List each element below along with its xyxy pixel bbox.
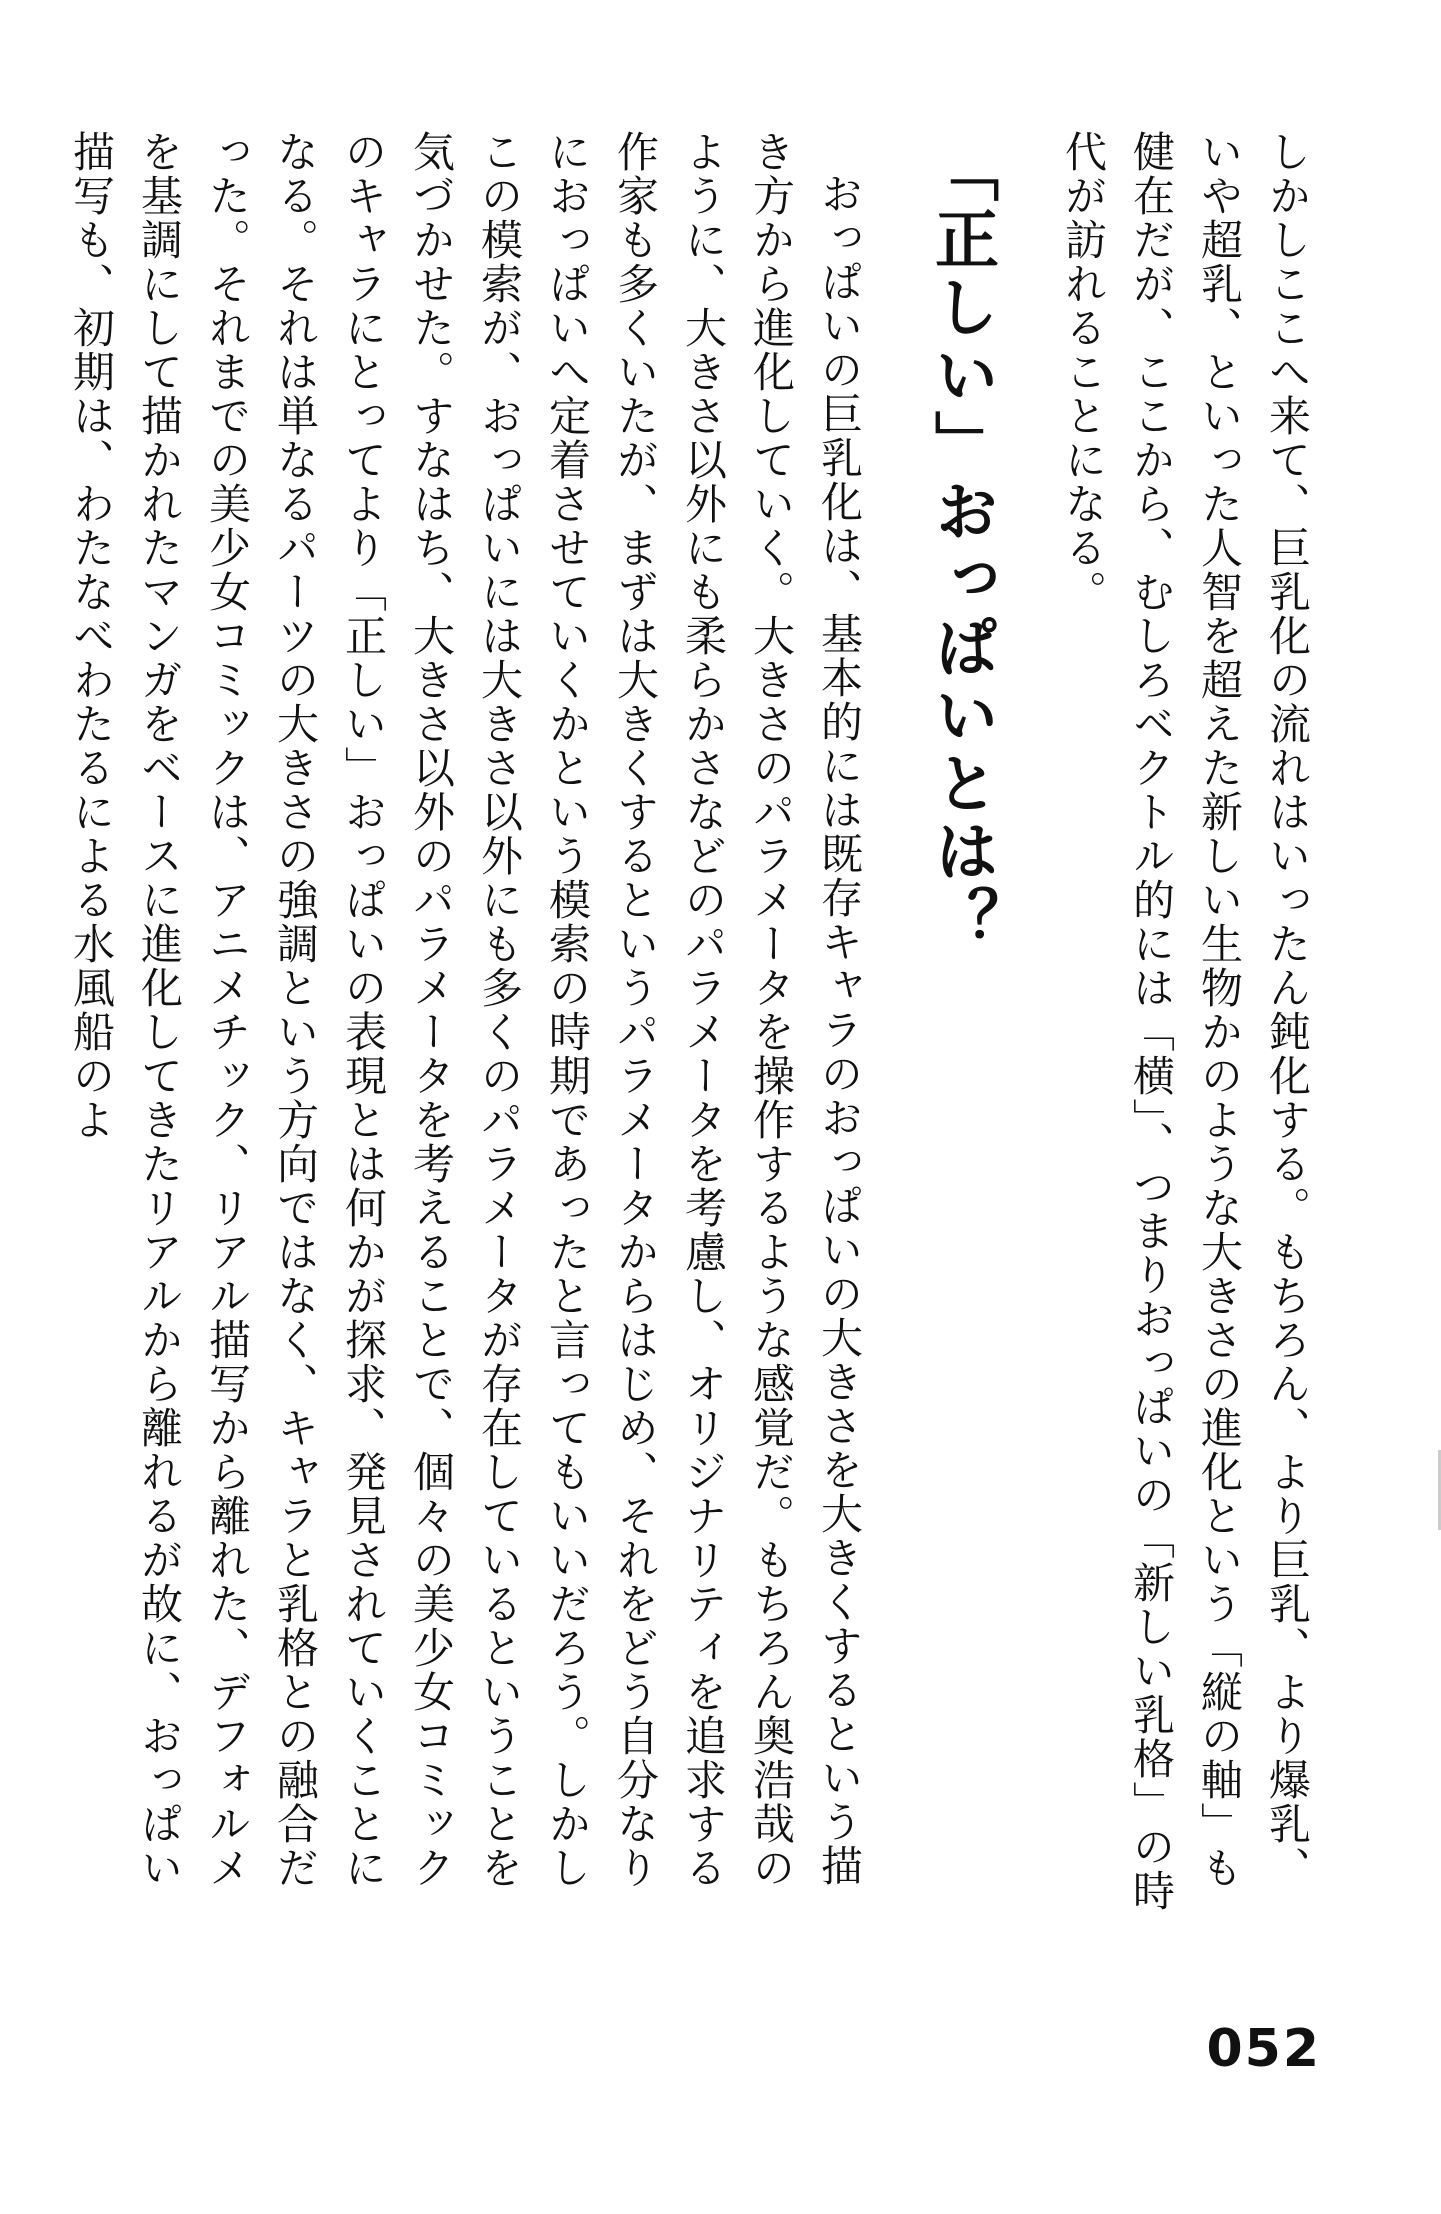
vertical-text-body bbox=[57, 130, 1321, 1930]
section-paragraph: おっぱいの巨乳化は、基本的には既存キャラのおっぱいの大きさを大きくするという描き方から進化していく。大きさのパラメータを操作するような感覚だ。もちろん奥浩哉のように、大きさ以外にも柔らかさなどのパラメータを考慮し、オリジナリティを追求する作家も多くいたが、まずは大きくするというパラメータからはじめ、それをどう自分なりにおっぱいへ定着させていくかという模索の時期であったと言ってもいいだろう。しかしこの模索が、おっぱいには大きさ以外にも多くのパラメータが存在しているということを気づかせた。すなはち、大きさ以外のパラメータを考えることで、個々の美少女コミックのキャラにとってより「正しい」おっぱいの表現とは何かが探求、発見されていくことになる。それは単なるパーツの大きさの強調という方向ではなく、キャラと乳格との融合だった。それまでの美少女コミックは、アニメチック、リアル描写から離れた、デフォルメを基調にして描かれたマンガをベースに進化してきたリアルから離れるが故に、おっぱい描写も、初期は、わたなべわたるによる水風船のよ bbox=[67, 130, 864, 1890]
opening-paragraph: しかしここへ来て、巨乳化の流れはいったん鈍化する。もちろん、より巨乳、より爆乳、いや超乳、といった人智を超えた新しい生物かのような大きさの進化という「縦の軸」も健在だが、ここから、むしろベクトル的には「横」、つまりおっぱいの「新しい乳格」の時代が訪れることになる。 bbox=[1059, 130, 1312, 1913]
section-heading: 「正しい」おっぱいとは？ bbox=[924, 138, 998, 954]
page-number: 052 bbox=[1206, 2019, 1321, 2079]
